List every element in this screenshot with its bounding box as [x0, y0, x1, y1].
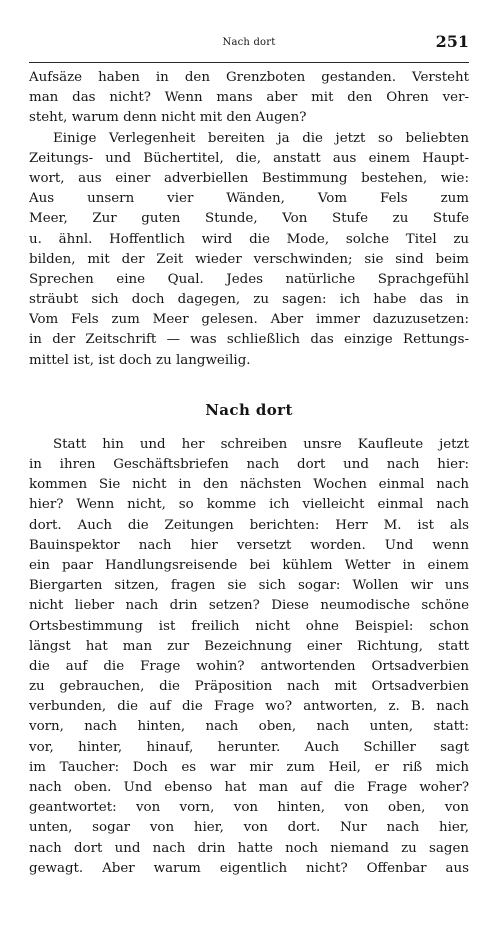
text-line: in ihren Geschäftsbriefen nach dort und nach hier: [29, 457, 469, 472]
text-line: vorn, nach hinten, nach oben, nach unten, statt: [29, 719, 469, 735]
text-line: zu gebrauchen, die Präposition nach mit Ortsadverbien [29, 679, 469, 695]
text-line: geantwortet: von vorn, von hinten, von oben, von [29, 800, 469, 816]
text-line: hier? Wenn nicht, so komme ich vielleicht einmal nach [29, 497, 469, 513]
text-line: Sprechen eine Qual. Jedes natürliche Sprachgefühl [29, 271, 469, 287]
text-line: wort, aus einer adverbiellen Bestimmung bestehen, wie: [29, 170, 469, 186]
text-line: Ortsbestimmung ist freilich nicht ohne Beispiel: schon [29, 618, 469, 634]
text-line: Zeitungs- und Büchertitel, die, anstatt aus einem Haupt- [29, 150, 469, 166]
text-line: dort. Auch die Zeitungen berichten: Herr M. ist als [29, 517, 469, 533]
text-line: Bauinspektor nach hier versetzt worden. Und wenn [29, 537, 469, 553]
section-paragraph [29, 435, 469, 879]
body-text [29, 68, 469, 879]
page-number: 251 [435, 32, 469, 51]
text-line: bilden, mit der Zeit wieder verschwinden; sie sind beim [29, 251, 469, 267]
text-line: vor, hinter, hinauf, herunter. Auch Schiller sagt [29, 739, 469, 755]
section-title: Nach dort [205, 400, 293, 419]
text-line: Meer, Zur guten Stunde, Von Stufe zu Stufe [29, 211, 469, 227]
text-line: längst hat man zur Bezeichnung einer Richtung, statt [29, 638, 469, 654]
text-line: kommen Sie nicht in den nächsten Wochen einmal nach [29, 477, 469, 493]
text-line: Aus unsern vier Wänden, Vom Fels zum [29, 191, 469, 207]
text-line: Statt hin und her schreiben unsre Kaufleute jetzt [53, 436, 469, 452]
text-line: man das nicht? Wenn mans aber mit den Ohren ver- [29, 90, 469, 106]
text-line: nach oben. Und ebenso hat man auf die Frage woher? [29, 780, 469, 795]
text-line: u. ähnl. Hoffentlich wird die Mode, solche Titel zu [29, 231, 469, 247]
text-line: nach dort und nach drin hatte noch niemand zu sagen [29, 840, 469, 856]
text-line: mittel ist, ist doch zu langweilig. [29, 352, 251, 368]
book-page [29, 28, 469, 879]
paragraph-1 [29, 68, 469, 129]
text-line: steht, warum denn nicht mit den Augen? [29, 110, 307, 126]
text-line: nicht lieber nach drin setzen? Diese neumodische schöne [29, 598, 469, 614]
running-title: Nach dort [222, 37, 276, 48]
text-line: verbunden, die auf die Frage wo? antworten, z. B. nach [29, 699, 469, 715]
paragraph-2 [29, 129, 469, 371]
text-line: unten, sogar von hier, von dort. Nur nach hier, [29, 820, 469, 836]
text-line: Aufsäze haben in den Grenzboten gestanden. Versteht [29, 70, 469, 85]
text-line: in der Zeitschrift — was schließlich das einzige Rettungs- [29, 332, 469, 348]
text-line: Biergarten sitzen, fragen sie sich sogar: Wollen wir uns [29, 578, 469, 594]
running-header [29, 28, 469, 63]
text-line: im Taucher: Doch es war mir zum Heil, er riß mich [29, 759, 469, 775]
text-line: gewagt. Aber warum eigentlich nicht? Offenbar aus [29, 860, 469, 876]
text-line: Einige Verlegenheit bereiten ja die jetzt so beliebten [53, 130, 469, 146]
text-line: die auf die Frage wohin? antwortenden Ortsadverbien [29, 658, 469, 674]
text-line: Vom Fels zum Meer gelesen. Aber immer dazuzusetzen: [29, 312, 469, 328]
text-line: ein paar Handlungsreisende bei kühlem Wetter in einem [29, 557, 469, 573]
text-line: sträubt sich doch dagegen, zu sagen: ich habe das in [29, 292, 469, 308]
